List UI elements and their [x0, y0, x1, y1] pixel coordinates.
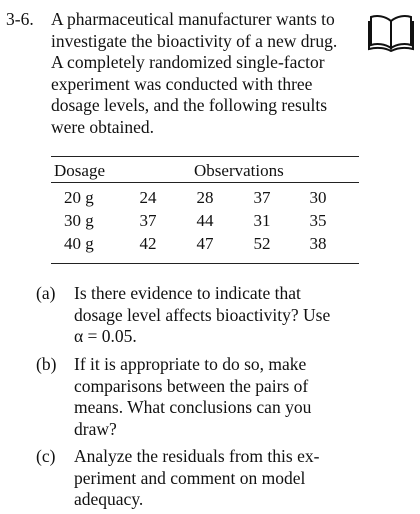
observation-cell: 31 — [253, 211, 271, 230]
question-line: adequacy. — [74, 489, 144, 509]
observation-cell: 47 — [196, 234, 214, 253]
observation-cell: 38 — [309, 234, 327, 253]
question-line: If it is appropriate to do so, make — [74, 354, 307, 374]
question-text — [74, 283, 394, 348]
question-label: (b) — [36, 354, 57, 374]
observation-cell: 52 — [253, 234, 271, 253]
question-label: (c) — [36, 446, 56, 466]
question-line: draw? — [74, 418, 117, 439]
question-line: Is there evidence to indicate that — [74, 283, 301, 303]
question-line: Analyze the residuals from this ex- — [74, 446, 320, 466]
dosage-cell: 30 g — [64, 211, 94, 230]
column-header-dosage: Dosage — [54, 161, 105, 180]
question-text — [74, 446, 394, 511]
problem-line: dosage levels, and the following results — [51, 95, 328, 115]
problem-number: 3-6. — [6, 9, 34, 29]
observation-cell: 30 — [309, 188, 327, 207]
dosage-cell: 40 g — [64, 234, 94, 253]
observation-cell: 37 — [139, 211, 157, 230]
table-top-rule — [51, 156, 359, 157]
question-line: comparisons between the pairs of — [74, 375, 309, 396]
problem-line: were obtained. — [51, 116, 155, 137]
table-row — [0, 233, 420, 254]
problem-line: investigate the bioactivity of a new drug. — [51, 30, 338, 51]
observation-cell: 28 — [196, 188, 214, 207]
question-line: dosage level affects bioactivity? Use — [74, 304, 331, 325]
observation-cell: 35 — [309, 211, 327, 230]
observation-cell: 37 — [253, 188, 271, 207]
problem-statement — [51, 9, 356, 138]
question-line: α = 0.05. — [74, 326, 137, 346]
observation-cell: 42 — [139, 234, 157, 253]
column-header-observations: Observations — [194, 161, 284, 180]
question-line: means. What conclusions can you — [74, 397, 312, 417]
question-line: periment and comment on model — [74, 467, 306, 488]
observation-cell: 24 — [139, 188, 157, 207]
problem-line: A pharmaceutical manufacturer wants to — [51, 9, 335, 29]
question-label: (a) — [36, 283, 56, 303]
table-bottom-rule — [51, 263, 359, 264]
table-header-rule — [51, 182, 359, 183]
table-row — [0, 210, 420, 231]
question-text — [74, 354, 394, 440]
problem-line: A completely randomized single-factor — [51, 52, 325, 72]
dosage-cell: 20 g — [64, 188, 94, 207]
problem-line: experiment was conducted with three — [51, 73, 313, 94]
open-book-icon — [368, 12, 414, 52]
table-row — [0, 187, 420, 208]
observation-cell: 44 — [196, 211, 214, 230]
